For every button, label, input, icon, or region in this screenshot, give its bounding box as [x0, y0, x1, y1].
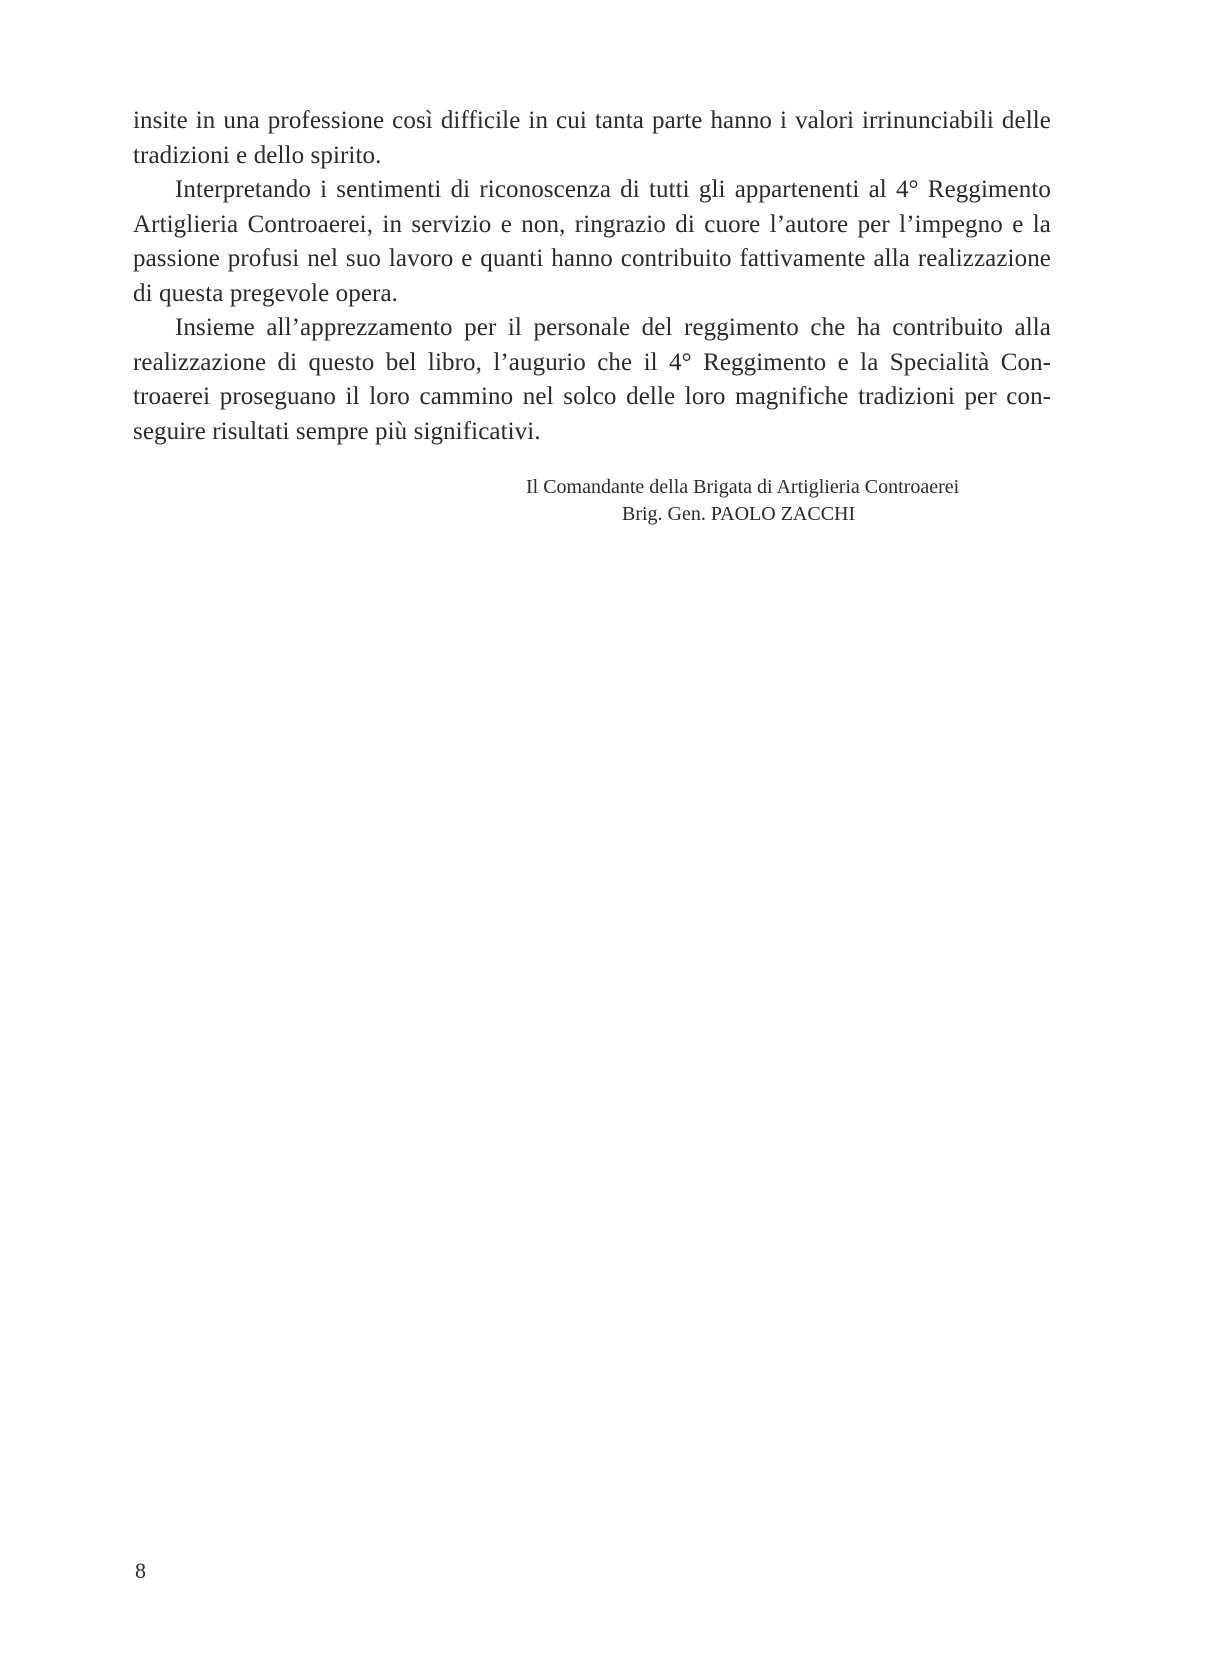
signature-block [520, 474, 1040, 528]
paragraph-continuation: insite in una professione così difficile in cui tanta parte hanno i valori irrinunciabili delle tradizioni e dello spirito. [133, 107, 1051, 169]
signature-role: Il Comandante della Brigata di Artiglieria Controaerei [526, 476, 960, 498]
paragraph-thanks: Interpretando i sentimenti di riconoscenza di tutti gli appartenenti al 4° Reggimento Artiglieria Controaerei, in servizio e non, ringrazio di cuore l’autore per l’impegno e la passione profusi nel suo lavoro e quanti hanno contribuito fattivamente alla realizzazione di questa pregevole opera. [133, 176, 1051, 307]
paragraph-wishes: Insieme all’apprezzamento per il personale del reggimento che ha contribuito alla realizzazione di questo bel libro, l’augurio che il 4° Reggimento e la Specialità Controaerei proseguano il loro cammino nel solco delle loro magnifiche tradizioni per conseguire risultati sempre più significativi. [133, 314, 1051, 445]
page-number: 8 [135, 1558, 146, 1583]
body-text [133, 104, 1051, 449]
signature-name: Brig. Gen. PAOLO ZACCHI [622, 503, 856, 525]
